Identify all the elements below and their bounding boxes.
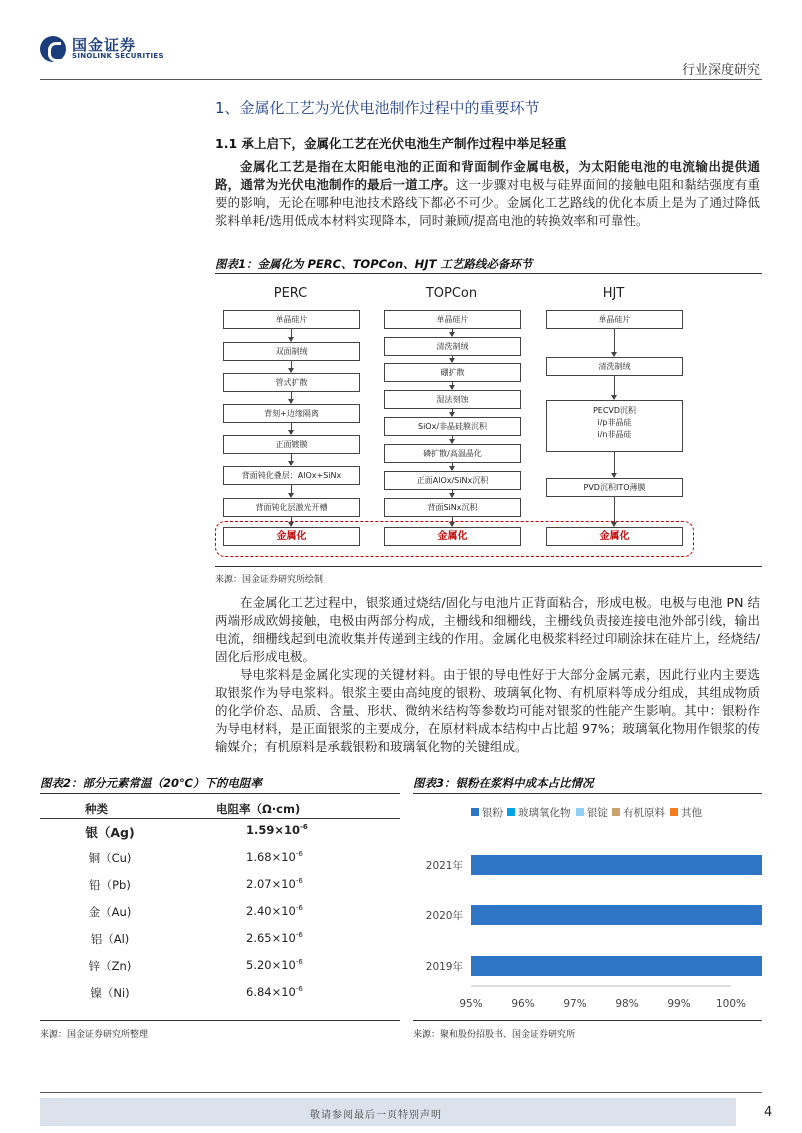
x-tick-label: 97% <box>563 998 587 1010</box>
flow-column-title: TOPCon <box>425 286 478 301</box>
flow-step-box: 湿法刻蚀 <box>384 390 521 409</box>
flow-final-metallization: 金属化 <box>546 527 683 546</box>
resistivity-exponent: -6 <box>295 985 303 994</box>
x-tick-label: 95% <box>459 998 483 1010</box>
logo-chinese: 国金证券 <box>72 36 137 54</box>
figure1-source: 来源：国金证券研究所绘制 <box>215 575 324 585</box>
flow-arrow <box>291 422 292 434</box>
flow-final-metallization: 金属化 <box>223 527 360 546</box>
bar-segment <box>471 956 762 976</box>
flow-step-line: i/n非晶硅 <box>597 430 632 439</box>
header-divider <box>40 79 762 80</box>
section-title: 1、金属化工艺为光伏电池制作过程中的重要环节 <box>215 99 540 117</box>
silver-cost-share-chart <box>413 796 762 1018</box>
table-cell-element: 铅（Pb) <box>89 878 131 892</box>
flow-arrow <box>452 328 453 336</box>
resistivity-mantissa: 2.65×10 <box>246 931 296 945</box>
flow-arrow <box>291 328 292 341</box>
flow-arrow <box>452 408 453 416</box>
legend-label: 银锭 <box>587 807 608 819</box>
x-tick-label: 100% <box>715 998 747 1010</box>
table-cell-element: 镍（Ni) <box>90 986 130 1000</box>
metallization-highlight-box <box>215 521 694 557</box>
x-tick-label: 99% <box>667 998 691 1010</box>
paragraph-3: 导电浆料是金属化实现的关键材料。由于银的导电性好于大部分金属元素，因此行业内主要选取银浆作为导电浆料。银浆主要由高纯度的银粉、玻璃氧化物、有机原料等成分组成，其组成物质的化学价态、品质、含量、形状、微纳米结构等参数均可能对银浆的性能产生影响。其中：银粉作为导电材料，是正面银浆的主要成分，在原材料成本结构中占比超 97%；玻璃氧化物用作银浆的传输媒介；有机原料是承载银粉和玻璃氧化物的关键组成。 <box>215 667 760 754</box>
flow-step-box: 单晶硅片 <box>384 310 521 329</box>
resistivity-table <box>40 820 400 1010</box>
figure3-title: 图表3：银粉在浆料中成本占比情况 <box>413 776 594 790</box>
flow-arrow <box>452 462 453 470</box>
figure3-title-rule <box>413 793 762 794</box>
legend-label: 银粉 <box>482 807 503 819</box>
figure1-bottom-rule <box>215 566 762 567</box>
flow-arrow <box>291 453 292 465</box>
legend-label: 其他 <box>681 807 702 819</box>
resistivity-mantissa: 2.40×10 <box>246 904 296 918</box>
flow-step-box: 硼扩散 <box>384 363 521 382</box>
footer-disclaimer: 敬请参阅最后一页特别声明 <box>310 1110 442 1121</box>
resistivity-mantissa: 1.68×10 <box>246 850 296 864</box>
flow-arrow <box>452 381 453 389</box>
flow-step-box: SiOx/非晶硅膜沉积 <box>384 417 521 436</box>
table-cell-resistivity <box>246 931 303 945</box>
table-header-element: 种类 <box>85 802 108 816</box>
resistivity-mantissa: 1.59×10 <box>246 823 301 837</box>
table-cell-resistivity <box>246 904 303 918</box>
flow-arrow <box>614 328 615 356</box>
table-cell-resistivity <box>246 958 303 972</box>
flow-arrow <box>614 451 615 477</box>
resistivity-exponent: -6 <box>295 850 303 859</box>
x-tick-label: 96% <box>511 998 535 1010</box>
x-tick-label: 98% <box>615 998 639 1010</box>
flow-arrow <box>452 489 453 497</box>
table-cell-resistivity <box>246 985 303 999</box>
category-label: 2020年 <box>425 910 463 922</box>
bar-segment <box>471 855 762 875</box>
resistivity-mantissa: 6.84×10 <box>246 985 296 999</box>
resistivity-mantissa: 5.20×10 <box>246 958 296 972</box>
table-header-rule <box>40 818 400 819</box>
flow-arrow <box>452 435 453 443</box>
flow-arrow <box>614 375 615 399</box>
resistivity-exponent: -6 <box>295 931 303 940</box>
flow-arrow <box>291 484 292 497</box>
figure3-bottom-rule <box>413 1020 762 1021</box>
flow-step-box: 背刻+边缘隔离 <box>223 404 360 423</box>
paragraph-2: 在金属化工艺过程中，银浆通过烧结/固化与电池片正背面粘合，形成电极。电极与电池 PN 结两端形成欧姆接触，电极由两部分构成，主栅线和细栅线，主栅线负责接连接电池外部引线，输出电流，细栅线起到电流收集并传递到主线的作用。金属化电极浆料经过印刷涂抹在硅片上，经烧结/固化后形成电极。 <box>215 595 760 664</box>
table-cell-element: 银（Ag) <box>85 825 135 840</box>
legend-swatch <box>612 808 620 816</box>
resistivity-exponent: -6 <box>295 877 303 886</box>
table-cell-element: 锌（Zn) <box>88 959 132 973</box>
flow-step-box: 正面AlOx/SiNx沉积 <box>384 471 521 490</box>
figure3-source: 来源：聚和股份招股书、国金证券研究所 <box>413 1030 576 1040</box>
category-label: 2019年 <box>425 961 463 973</box>
figure2-title-rule <box>40 793 400 794</box>
table-header-resistivity: 电阻率（Ω·cm) <box>216 802 301 816</box>
flow-arrow <box>291 360 292 372</box>
logo-icon <box>40 36 66 62</box>
figure1-title: 图表1：金属化为 PERC、TOPCon、HJT 工艺路线必备环节 <box>215 257 533 271</box>
table-cell-resistivity <box>246 877 303 891</box>
flow-step-box: 背面钝化层激光开槽 <box>223 498 360 517</box>
resistivity-exponent: -6 <box>295 958 303 967</box>
footer-divider <box>40 1092 762 1093</box>
paragraph-1-bold: 金属化工艺是指在太阳能电池的正面和背面制作金属电极，为太阳能电池的电流输出提供通路，通常为光伏电池制作的最后一道工序。 <box>215 159 760 192</box>
table-cell-resistivity <box>246 850 303 864</box>
subsection-title: 1.1 承上启下，金属化工艺在光伏电池生产制作过程中举足轻重 <box>215 136 567 151</box>
flow-step-box: 背面SiNx沉积 <box>384 498 521 517</box>
table-cell-element: 金（Au) <box>88 905 132 919</box>
table-cell-resistivity <box>246 823 308 837</box>
resistivity-exponent: -6 <box>300 823 308 832</box>
flow-step-box: 正面镀膜 <box>223 435 360 454</box>
table-cell-element: 铜（Cu) <box>88 851 132 865</box>
flow-column-title: PERC <box>273 286 308 301</box>
figure2-source: 来源：国金证券研究所整理 <box>40 1030 149 1040</box>
legend-label: 玻璃氧化物 <box>518 807 571 819</box>
flow-step-box: 清洗制绒 <box>546 357 683 376</box>
legend-label: 有机原料 <box>623 807 665 819</box>
figure1-title-rule <box>215 273 762 274</box>
bar-segment <box>471 905 762 925</box>
flow-step-box: 管式扩散 <box>223 373 360 392</box>
resistivity-exponent: -6 <box>295 904 303 913</box>
legend-swatch <box>471 808 479 816</box>
flow-step-box: 磷扩散/高温晶化 <box>384 444 521 463</box>
resistivity-mantissa: 2.07×10 <box>246 877 296 891</box>
flow-step-line: i/p非晶硅 <box>597 418 632 427</box>
logo-english: SINOLINK SECURITIES <box>72 52 164 60</box>
legend-swatch <box>507 808 515 816</box>
flow-step-box: 单晶硅片 <box>223 310 360 329</box>
paragraph-1-rest: 这一步骤对电极与硅界面间的接触电阻和黏结强度有重要的影响，无论在哪种电池技术路线下都必不可少。金属化工艺路线的优化本质上是为了通过降低浆料单耗/选用低成本材料实现降本，同时兼顾/提高电池的转换效率和可靠性。 <box>215 177 760 228</box>
category-label: 2021年 <box>425 860 463 872</box>
figure2-bottom-rule <box>40 1020 400 1021</box>
flow-step-box: 清洗制绒 <box>384 337 521 356</box>
table-cell-element: 铝（Al) <box>90 932 130 946</box>
flow-step-box: 背面钝化叠层：AlOx+SiNx <box>223 466 360 485</box>
flow-step-box <box>546 400 683 452</box>
flow-step-box: 双面制绒 <box>223 342 360 361</box>
legend-swatch <box>670 808 678 816</box>
flow-step-line: PECVD沉积 <box>592 406 637 415</box>
flow-column-title: HJT <box>602 286 625 301</box>
page-number: 4 <box>764 1105 773 1120</box>
legend-swatch <box>576 808 584 816</box>
report-category: 行业深度研究 <box>681 63 760 78</box>
flow-step-box: 单晶硅片 <box>546 310 683 329</box>
flow-arrow <box>291 391 292 403</box>
paragraph-1 <box>215 158 760 230</box>
flow-step-box: PVD沉积ITO薄膜 <box>546 478 683 497</box>
flow-final-metallization: 金属化 <box>384 527 521 546</box>
figure2-title: 图表2：部分元素常温（20℃）下的电阻率 <box>40 776 262 790</box>
flow-arrow <box>452 355 453 362</box>
